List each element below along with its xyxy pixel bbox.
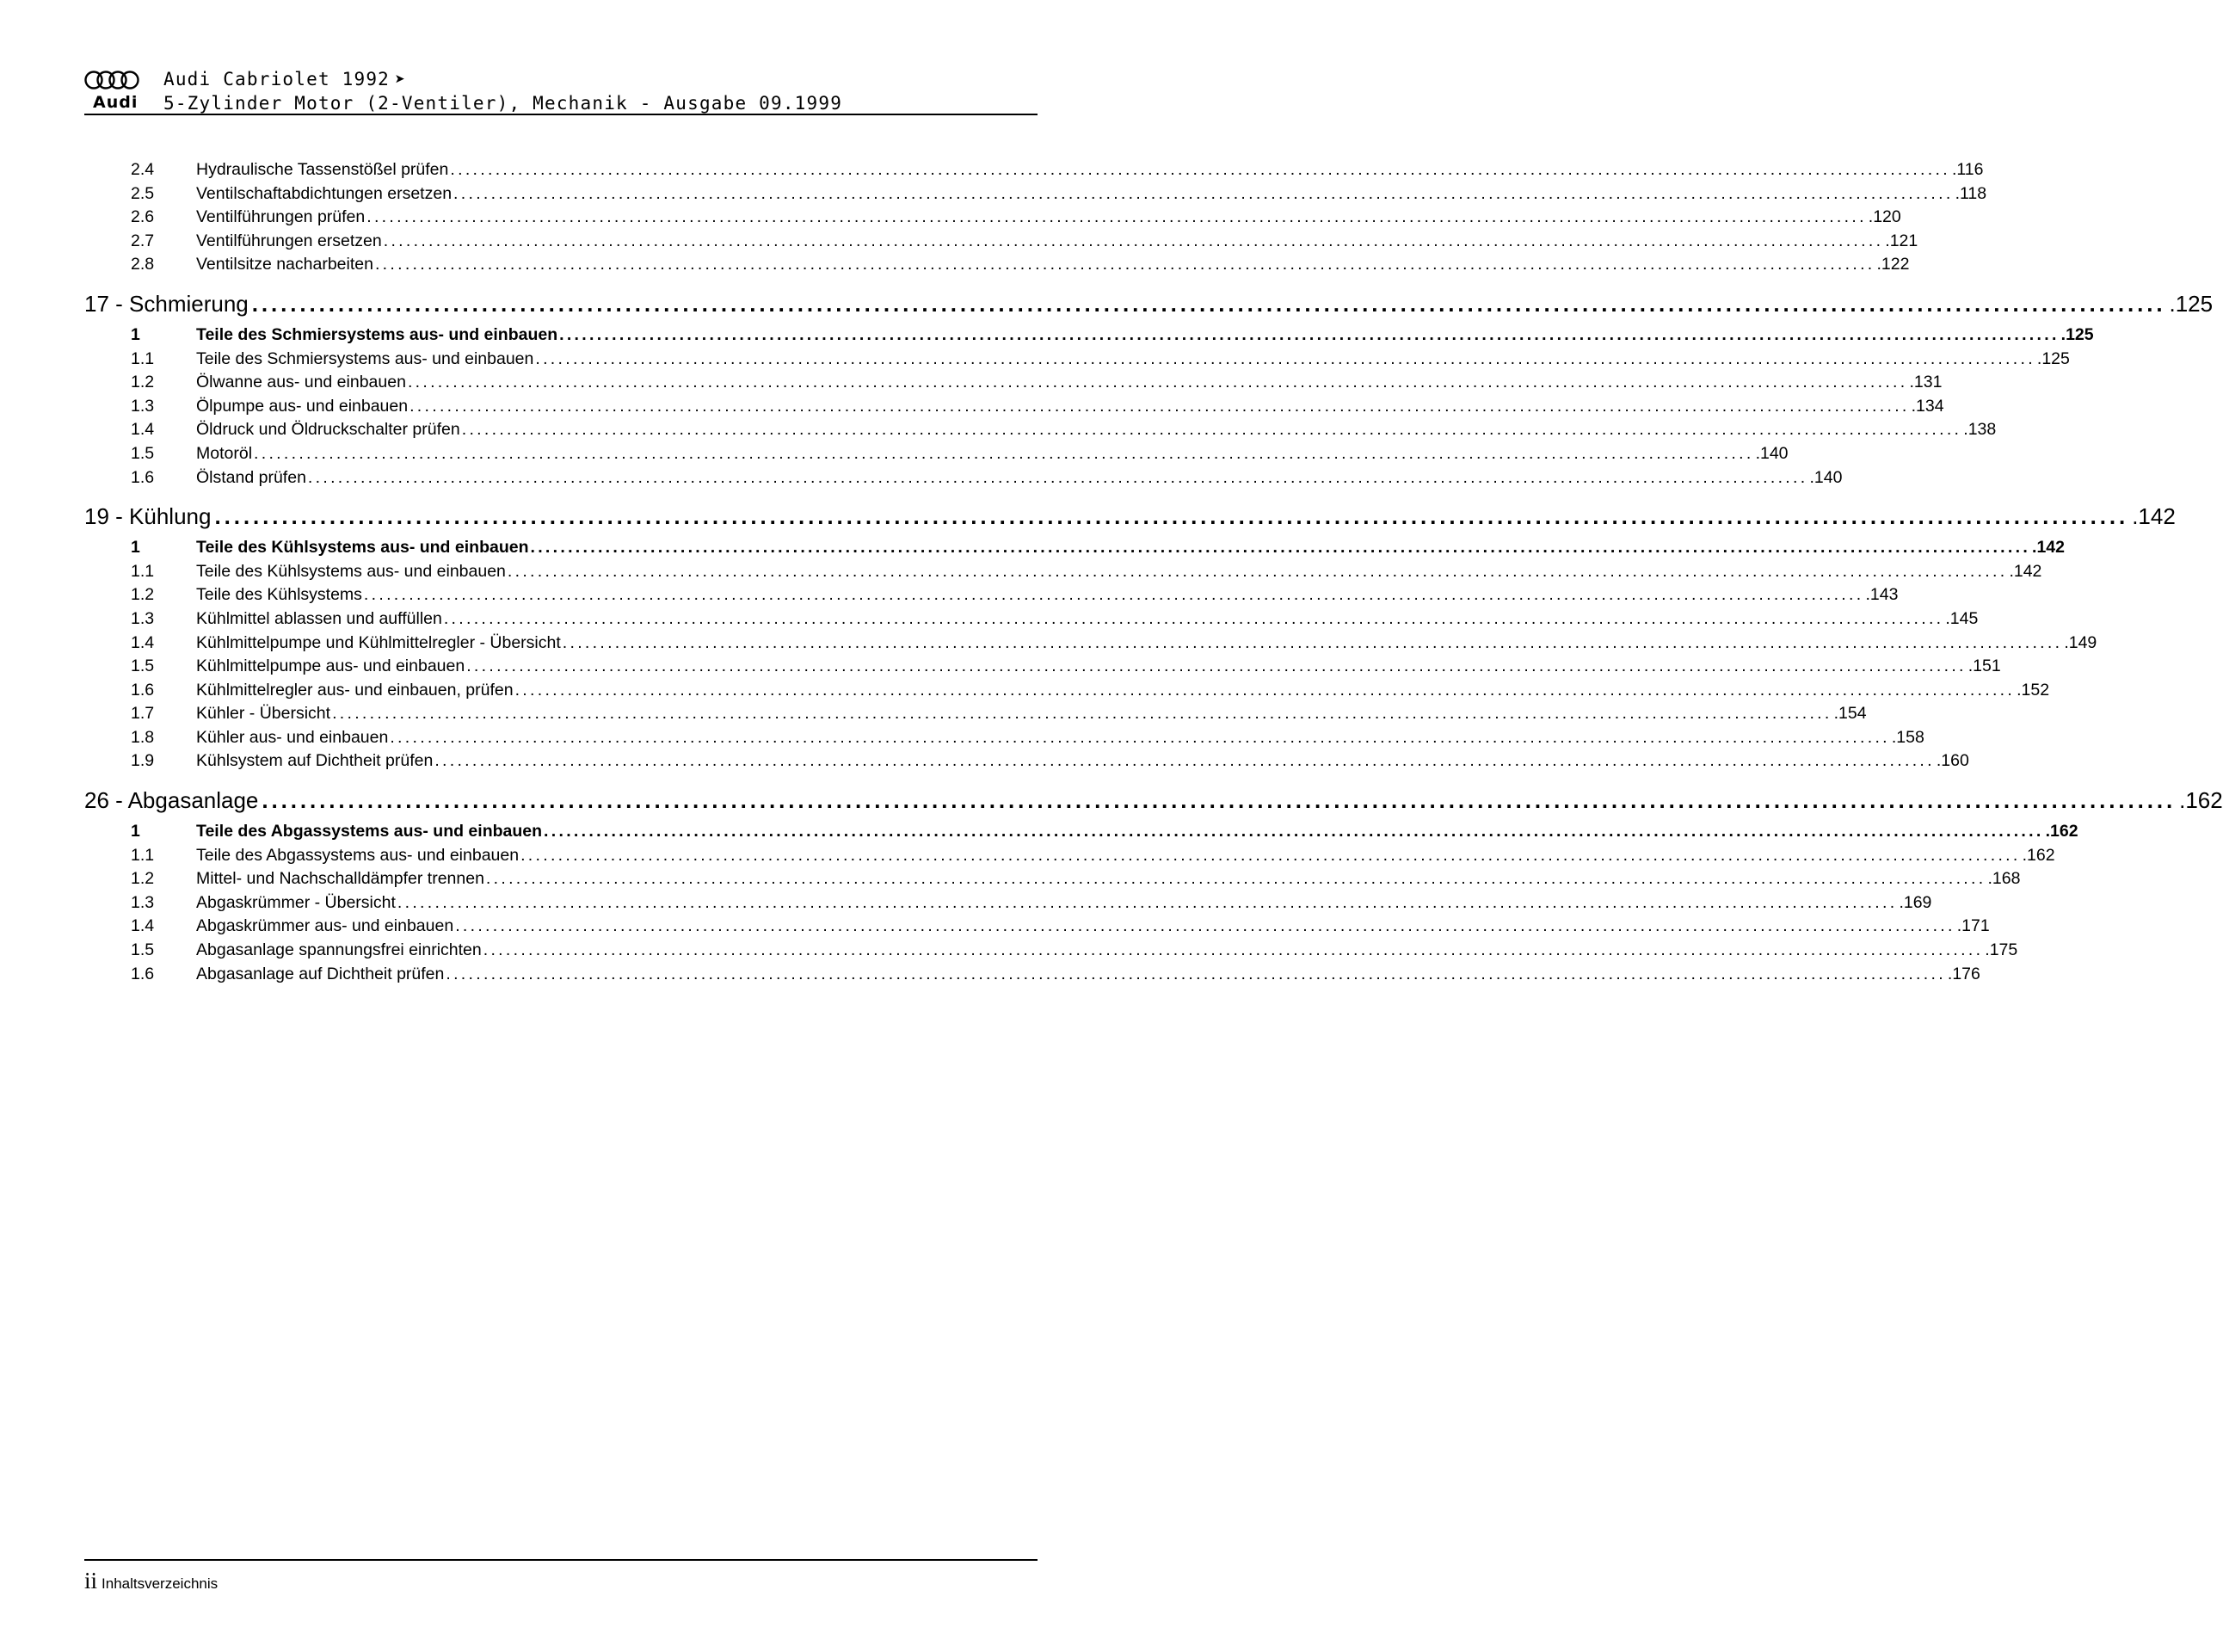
toc-leader-dots: ........................................................................................................................................................................................................ (407, 373, 1908, 392)
audi-rings-logo (84, 69, 139, 91)
toc-leader-dots: ........................................................................................................................................................................................................ (251, 290, 2166, 317)
header-model-text: Audi Cabriolet 1992 (163, 69, 391, 89)
audi-wordmark: Audi (93, 93, 139, 112)
toc-entry-page: .122 (1876, 255, 1910, 274)
toc-entry-title: Mittel- und Nachschalldämpfer trennen (196, 869, 484, 889)
toc-chapter-title: 17 - Schmierung (84, 290, 249, 317)
toc-entry-page: .145 (1945, 608, 1979, 628)
toc-leader-dots: ........................................................................................................................................................................................................ (332, 704, 1832, 724)
toc-entry-number: 1.7 (131, 704, 155, 724)
toc-entry[interactable] (84, 940, 2018, 965)
toc-chapter-title: 26 - Abgasanlage (84, 787, 259, 814)
toc-entry[interactable] (84, 255, 1910, 279)
toc-entry-page: .142 (2009, 561, 2042, 581)
toc-leader-dots: ........................................................................................................................................................................................................ (483, 940, 1984, 960)
toc-leader-dots: ........................................................................................................................................................................................................ (453, 183, 1954, 203)
toc-entry-title: Ventilführungen prüfen (196, 207, 366, 227)
toc-chapter-26 (84, 787, 2223, 988)
toc-leader-dots: ........................................................................................................................................................................................................ (461, 420, 1962, 440)
toc-leader-dots: ........................................................................................................................................................................................................ (214, 503, 2129, 530)
toc-entry[interactable] (84, 916, 1990, 940)
toc-entry-page: .140 (1809, 467, 1843, 487)
toc-entry[interactable] (84, 373, 1943, 397)
toc-entry-number: 1.1 (131, 845, 155, 865)
toc-entry-page: .143 (1865, 585, 1899, 605)
toc-entry-page: .175 (1985, 940, 2018, 960)
toc-leader-dots: ........................................................................................................................................................................................................ (514, 680, 2016, 700)
toc-entry[interactable] (84, 727, 1924, 752)
toc-leader-dots: ........................................................................................................................................................................................................ (307, 467, 1808, 487)
toc-entry[interactable] (84, 869, 2021, 893)
toc-entry-number: 1.3 (131, 892, 155, 912)
toc-entry-number: 1.4 (131, 916, 155, 936)
toc-entry-title: Kühler aus- und einbauen (196, 727, 389, 747)
toc-leader-dots: ........................................................................................................................................................................................................ (559, 324, 2060, 344)
header-subtitle: 5-Zylinder Motor (2-Ventiler), Mechanik - Ausgabe 09.1999 (163, 93, 843, 114)
toc-leader-dots: ........................................................................................................................................................................................................ (397, 892, 1898, 912)
toc-entry[interactable] (84, 561, 2042, 586)
toc-entry-title: Teile des Kühlsystems aus- und einbauen (196, 538, 529, 558)
footer-divider (84, 1559, 1038, 1561)
toc-leader-dots: ........................................................................................................................................................................................................ (507, 561, 2008, 581)
toc-entry-number: 1.4 (131, 420, 155, 440)
header-model (163, 69, 406, 89)
toc-entry-page: .162 (2022, 845, 2055, 865)
toc-entry[interactable] (84, 324, 2094, 349)
toc-leader-dots: ........................................................................................................................................................................................................ (254, 443, 1754, 463)
footer-label: Inhaltsverzeichnis (102, 1575, 219, 1592)
toc-entry[interactable] (84, 680, 2050, 705)
toc-entry-number: 2.8 (131, 255, 155, 274)
toc-leader-dots: ........................................................................................................................................................................................................ (374, 255, 1875, 274)
toc-entry-page: .158 (1891, 727, 1924, 747)
footer-page-number: ii (84, 1568, 98, 1593)
toc-leader-dots: ........................................................................................................................................................................................................ (434, 751, 1935, 771)
toc-entry-page: .152 (2017, 680, 2050, 700)
toc-entry-number: 2.5 (131, 183, 155, 203)
page-header (84, 67, 1038, 115)
toc-chapter-19 (84, 503, 2176, 775)
toc-entry-title: Abgasanlage auf Dichtheit prüfen (196, 964, 445, 983)
toc-entry[interactable] (84, 207, 1901, 231)
toc-entry[interactable] (84, 822, 2078, 846)
toc-entry-page: .118 (1955, 183, 1987, 203)
toc-entry-title: Hydraulische Tassenstößel prüfen (196, 160, 449, 179)
toc-entry-page: .138 (1963, 420, 1997, 440)
toc-entry-number: 1.5 (131, 443, 155, 463)
toc-entry[interactable] (84, 845, 2055, 870)
toc-entry-number: 1.6 (131, 467, 155, 487)
toc-entry[interactable] (84, 348, 2070, 373)
toc-leader-dots: ........................................................................................................................................................................................................ (383, 231, 1884, 250)
toc-entry[interactable] (84, 704, 1867, 728)
toc-entry-title: Öldruck und Öldruckschalter prüfen (196, 420, 460, 440)
toc-entry-page: .125 (2060, 324, 2094, 344)
toc-leader-dots: ........................................................................................................................................................................................................ (455, 916, 1955, 936)
toc-entry-page: .176 (1947, 964, 1980, 983)
toc-entry-number: 1.1 (131, 348, 155, 368)
toc-leader-dots: ........................................................................................................................................................................................................ (544, 822, 2044, 841)
toc-entry-number: 1.9 (131, 751, 155, 771)
toc-entry[interactable] (84, 443, 1789, 468)
toc-entry-number: 1.2 (131, 585, 155, 605)
toc-entry-page: .142 (2032, 538, 2065, 558)
toc-chapter-page: .162 (2179, 787, 2223, 814)
toc-entry-title: Ventilführungen ersetzen (196, 231, 382, 250)
toc-entry-page: .134 (1911, 396, 1944, 416)
toc-entry-page: .125 (2036, 348, 2070, 368)
toc-chapter-heading[interactable] (84, 290, 2214, 325)
toc-entry[interactable] (84, 160, 1984, 184)
toc-leader-dots: ........................................................................................................................................................................................................ (446, 964, 1946, 983)
toc-chapter-heading[interactable] (84, 503, 2176, 538)
toc-section-pre (84, 160, 1987, 279)
toc-entry-number: 1.6 (131, 680, 155, 700)
toc-entry-number: 1.6 (131, 964, 155, 983)
page-footer (84, 1568, 218, 1594)
arrow-right-icon: ➤ (395, 69, 407, 89)
toc-leader-dots: ........................................................................................................................................................................................................ (562, 632, 2063, 652)
toc-entry[interactable] (84, 183, 1987, 208)
toc-entry-title: Teile des Schmiersystems aus- und einbauen (196, 324, 558, 344)
toc-entry-number: 1.5 (131, 940, 155, 960)
toc-chapter-page: .125 (2169, 290, 2214, 317)
toc-entry[interactable] (84, 231, 1918, 256)
toc-entry-title: Teile des Kühlsystems (196, 585, 362, 605)
toc-entry-number: 1 (131, 822, 140, 841)
toc-entry-title: Kühlmittelpumpe und Kühlmittelregler - Übersicht (196, 632, 561, 652)
toc-entry-page: .120 (1868, 207, 1901, 227)
toc-entry[interactable] (84, 396, 1944, 421)
toc-entry-page: .140 (1755, 443, 1789, 463)
toc-entry[interactable] (84, 608, 1979, 633)
toc-entry-title: Motoröl (196, 443, 253, 463)
toc-entry-title: Kühlmittelpumpe aus- und einbauen (196, 656, 465, 676)
toc-entry-number: 2.7 (131, 231, 155, 250)
toc-leader-dots: ........................................................................................................................................................................................................ (530, 538, 2031, 558)
toc-entry-number: 1.5 (131, 656, 155, 676)
toc-leader-dots: ........................................................................................................................................................................................................ (520, 845, 2021, 865)
toc-entry-number: 1.8 (131, 727, 155, 747)
toc-entry-number: 2.6 (131, 207, 155, 227)
toc-entry-number: 2.4 (131, 160, 155, 179)
toc-entry-title: Ventilsitze nacharbeiten (196, 255, 373, 274)
toc-entry-title: Teile des Schmiersystems aus- und einbauen (196, 348, 534, 368)
toc-entry-title: Teile des Abgassystems aus- und einbauen (196, 822, 543, 841)
toc-entry-title: Kühlsystem auf Dichtheit prüfen (196, 751, 434, 771)
toc-chapter-heading[interactable] (84, 787, 2223, 822)
toc-entry[interactable] (84, 420, 1997, 444)
toc-leader-dots: ........................................................................................................................................................................................................ (443, 608, 1944, 628)
toc-entry-title: Abgasanlage spannungsfrei einrichten (196, 940, 482, 960)
toc-entry-title: Kühlmittelregler aus- und einbauen, prüfen (196, 680, 514, 700)
toc-entry-page: .162 (2045, 822, 2078, 841)
toc-entry-page: .154 (1833, 704, 1867, 724)
toc-leader-dots: ........................................................................................................................................................................................................ (390, 727, 1890, 747)
toc-entry-number: 1.4 (131, 632, 155, 652)
toc-entry-number: 1 (131, 538, 140, 558)
toc-leader-dots: ........................................................................................................................................................................................................ (450, 160, 1950, 179)
toc-entry-title: Ölwanne aus- und einbauen (196, 373, 406, 392)
toc-entry-title: Teile des Abgassystems aus- und einbauen (196, 845, 520, 865)
toc-entry-number: 1.3 (131, 608, 155, 628)
header-divider (84, 114, 1038, 115)
toc-entry-title: Abgaskrümmer aus- und einbauen (196, 916, 454, 936)
toc-leader-dots: ........................................................................................................................................................................................................ (410, 396, 1910, 416)
toc-leader-dots: ........................................................................................................................................................................................................ (366, 207, 1867, 227)
toc-entry[interactable] (84, 751, 1969, 775)
toc-entry-page: .116 (1951, 160, 1984, 179)
toc-entry-page: .151 (1967, 656, 2001, 676)
toc-entry-number: 1.3 (131, 396, 155, 416)
toc-entry-title: Ventilschaftabdichtungen ersetzen (196, 183, 453, 203)
toc-leader-dots: ........................................................................................................................................................................................................ (485, 869, 1986, 889)
toc-leader-dots: ........................................................................................................................................................................................................ (262, 787, 2177, 814)
toc-entry[interactable] (84, 467, 1843, 492)
toc-entry-title: Abgaskrümmer - Übersicht (196, 892, 396, 912)
toc-entry-number: 1.2 (131, 373, 155, 392)
toc-entry-page: .149 (2064, 632, 2097, 652)
toc-entry[interactable] (84, 892, 1932, 917)
toc-leader-dots: ........................................................................................................................................................................................................ (363, 585, 1864, 605)
toc-entry-title: Teile des Kühlsystems aus- und einbauen (196, 561, 506, 581)
toc-entry[interactable] (84, 538, 2065, 562)
toc-entry-title: Kühlmittel ablassen und auffüllen (196, 608, 442, 628)
toc-entry-title: Ölpumpe aus- und einbauen (196, 396, 409, 416)
toc-entry-page: .168 (1987, 869, 2021, 889)
toc-leader-dots: ........................................................................................................................................................................................................ (466, 656, 1967, 676)
toc-entry-page: .160 (1936, 751, 1969, 771)
toc-entry-number: 1.2 (131, 869, 155, 889)
toc-entry[interactable] (84, 585, 1899, 609)
toc-entry-title: Kühler - Übersicht (196, 704, 331, 724)
toc-entry[interactable] (84, 656, 2001, 681)
toc-chapter-page: .142 (2132, 503, 2176, 530)
toc-chapter-title: 19 - Kühlung (84, 503, 212, 530)
toc-entry[interactable] (84, 632, 2097, 657)
toc-entry-page: .131 (1909, 373, 1943, 392)
toc-entry[interactable] (84, 964, 1980, 989)
toc-entry-number: 1.1 (131, 561, 155, 581)
toc-entry-number: 1 (131, 324, 140, 344)
toc-entry-page: .121 (1885, 231, 1918, 250)
table-of-contents (84, 160, 2223, 988)
toc-leader-dots: ........................................................................................................................................................................................................ (535, 348, 2035, 368)
toc-entry-page: .169 (1899, 892, 1932, 912)
toc-entry-title: Ölstand prüfen (196, 467, 306, 487)
toc-entry-page: .171 (1956, 916, 1990, 936)
toc-chapter-17 (84, 290, 2214, 491)
